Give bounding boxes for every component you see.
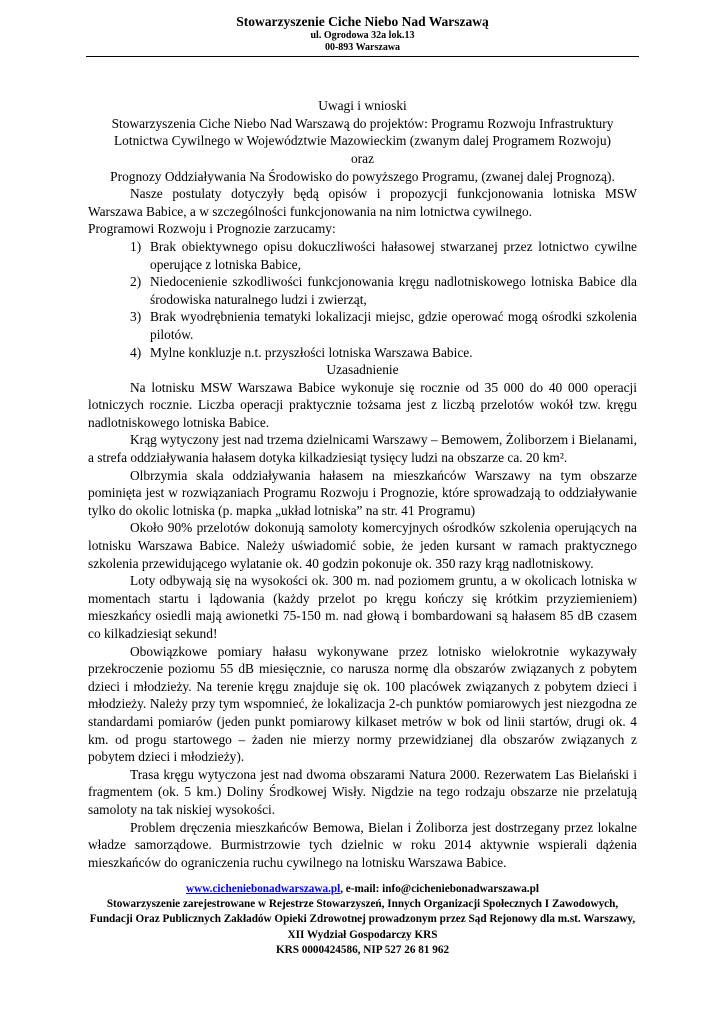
- objection-item: [130, 344, 637, 362]
- uzasadnienie-heading: Uzasadnienie: [326, 362, 399, 378]
- address-street: ul. Ogrodowa 32a lok.13: [310, 30, 415, 42]
- org-name: Stowarzyszenie Ciche Niebo Nad Warszawą: [236, 14, 489, 29]
- objection-number: 3): [130, 309, 142, 325]
- objection-text: Niedocenienie szkodliwości funkcjonowania kręgu nadlotniskowego lotniska Babice dla środowiska naturalnego ludzi i zwierząt,: [150, 274, 637, 307]
- objection-item: [130, 238, 637, 273]
- objection-item: [130, 273, 637, 308]
- objection-text: Brak obiektywnego opisu dokuczliwości hałasowej stwarzanej przez lotnictwo cywilne operujące z lotniska Babice,: [150, 238, 637, 272]
- address-postal: 00-893 Warszawa: [324, 42, 401, 54]
- objection-number: 4): [130, 344, 142, 360]
- justification-paragraph: Obowiązkowe pomiary hałasu wykonywane przez lotnisko wielokrotnie wykazywały przekroczenie poziomu 55 dB miesięcznie, co narusza normę dla obszarów związanych z pobytem dzieci i młodzieży. Na terenie kręgu znajduje się ok. 100 placówek związanych z pobytem dzieci i młodzieży. Należy przy tym wspomnieć, że lokalizacja 2-ch punktów pomiarowych jest niezgodna ze standardami pomiarów (jeden punkt pomiarowy kilkaset metrów w bok od linii startów, drugi ok. 4 km. od progu startowego – żaden nie mierzy normy przewidzianej dla obszarów związanych z pobytem dzieci i młodzieży).: [88, 643, 637, 765]
- letterhead: [88, 14, 637, 57]
- oraz-line: oraz: [350, 150, 375, 166]
- footer-registration: Stowarzyszenie zarejestrowane w Rejestrze Stowarzyszeń, Innych Organizacji Społecznych I Zawodowych, Fundacji Oraz Publicznych Zakładów Opieki Zdrowotnej prowadzonym przez Sąd Rejonowy dla m.st. Warszawy, XII Wydział Gospodarczy KRS: [89, 898, 636, 941]
- document-body: [88, 97, 637, 871]
- objections-list: [88, 238, 637, 361]
- justification-paragraph: Na lotnisku MSW Warszawa Babice wykonuje się rocznie od 35 000 do 40 000 operacji lotniczych rocznie. Liczba operacji praktycznie tożsama jest z liczbą przelotów wokół tzw. kręgu nadlotniskowego lotniska Babice.: [88, 379, 637, 430]
- objection-item: [130, 308, 637, 343]
- zarzucamy-line: Programowi Rozwoju i Prognozie zarzucamy:: [88, 221, 336, 237]
- justification-paragraph: Problem dręczenia mieszkańców Bemowa, Bielan i Żoliborza jest dostrzegany przez lokalne władze samorządowe. Burmistrzowie tych dzielnic w roku 2014 aktywnie wspierali dążenia mieszkańców do ograniczenia ruchu cywilnego na lotnisku Warszawa Babice.: [88, 819, 637, 870]
- page-footer: [88, 882, 637, 958]
- justification-paragraph: Olbrzymia skala oddziaływania hałasem na mieszkańców Warszawy na tym obszarze pominięta jest w rozwiązaniach Programu Rozwoju i Prognozie, które sprowadzają to oddziaływanie tylko do okolic lotniska (p. mapka „układ lotniska” na str. 41 Programu): [88, 467, 637, 518]
- doc-title: Uwagi i wnioski: [318, 98, 407, 114]
- justification-paragraph: Krąg wytyczony jest nad trzema dzielnicami Warszawy – Bemowem, Żoliborzem i Bielanami, a strefa oddziaływania hałasem dotyka kilkadziesiąt tysięcy ludzi na obszarze ca. 20 km².: [88, 432, 637, 466]
- justification-paragraph: Loty odbywają się na wysokości ok. 300 m. nad poziomem gruntu, a w okolicach lotniska w momentach startu i lądowania (każdy przelot po kręgu kończy się krótkim przyziemieniem) mieszkańcy osiedli mają awionetki 75-150 m. nad głową i bombardowani są hałasem 85 dB czasem co kilkadziesiąt sekund!: [88, 573, 637, 641]
- footer-krs-nip: KRS 0000424586, NIP 527 26 81 962: [275, 943, 450, 956]
- justification-paragraph: Około 90% przelotów dokonują samoloty komercyjnych ośrodków szkolenia operujących na lotnisku Warszawa Babice. Należy uświadomić sobie, że jeden kursant w ramach praktycznego szkolenia przewidującego wylatanie ok. 40 godzin pokonuje ok. 350 razy krąg nadlotniskowy.: [88, 520, 637, 571]
- objection-number: 1): [130, 238, 142, 254]
- objection-text: Brak wyodrębnienia tematyki lokalizacji miejsc, gdzie operować mogą ośrodki szkolenia pilotów.: [150, 309, 637, 342]
- footer-contact: [88, 882, 637, 897]
- objection-number: 2): [130, 274, 142, 290]
- website-link[interactable]: www.cicheniebonadwarszawa.pl: [186, 883, 341, 895]
- postulaty-paragraph: Nasze postulaty dotyczyły będą opisów i propozycji funkcjonowania lotniska MSW Warszawa Babice, a w szczególności funkcjonowania na nim lotnictwa cywilnego.: [88, 186, 637, 219]
- justification-paragraph: Trasa kręgu wytyczona jest nad dwoma obszarami Natura 2000. Rezerwatem Las Bielański i fragmentem (ok. 5 km.) Doliny Środkowej Wisły. Nigdzie na tego rodzaju obszarze nie przelatują samoloty na tak niskiej wysokości.: [88, 766, 637, 817]
- objection-text: Mylne konkluzje n.t. przyszłości lotniska Warszawa Babice.: [150, 344, 473, 360]
- footer-email: , e-mail: info@cicheniebonadwarszawa.pl: [340, 883, 539, 895]
- header-divider: [86, 56, 639, 57]
- intro-line: Stowarzyszenia Ciche Niebo Nad Warszawą do projektów: Programu Rozwoju Infrastruktury Lotnictwa Cywilnego w Województwie Mazowieckim (zwanym dalej Programem Rozwoju): [111, 115, 614, 149]
- prognoza-line: Prognozy Oddziaływania Na Środowisko do powyższego Programu, (zwanej dalej Prognozą).: [110, 168, 615, 184]
